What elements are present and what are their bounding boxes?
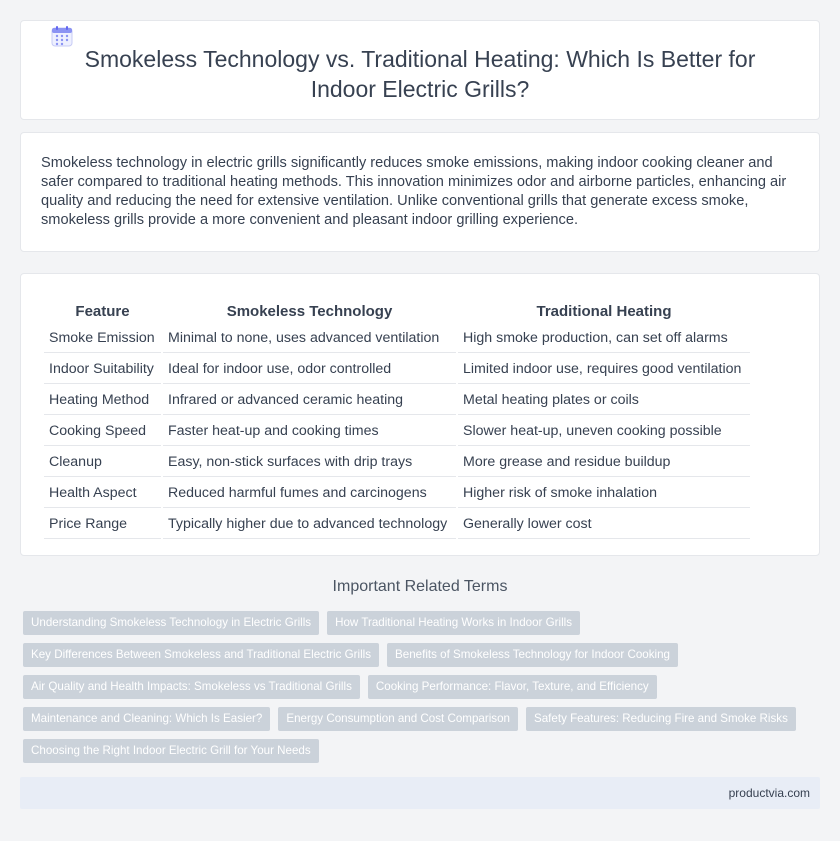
related-term-tag[interactable]: Benefits of Smokeless Technology for Indoor Cooking bbox=[387, 643, 678, 667]
comparison-table-card bbox=[20, 273, 820, 556]
table-cell-traditional: Slower heat-up, uneven cooking possible bbox=[458, 417, 750, 446]
table-cell-feature: Health Aspect bbox=[44, 479, 161, 508]
table-cell-feature: Indoor Suitability bbox=[44, 355, 161, 384]
column-header-traditional: Traditional Heating bbox=[536, 303, 672, 320]
related-term-tag[interactable]: How Traditional Heating Works in Indoor Grills bbox=[327, 611, 580, 635]
related-term-tag[interactable]: Choosing the Right Indoor Electric Grill for Your Needs bbox=[23, 739, 319, 763]
table-cell-smokeless: Faster heat-up and cooking times bbox=[163, 417, 456, 446]
table-cell-feature: Price Range bbox=[44, 510, 161, 539]
table-row bbox=[44, 510, 750, 539]
table-row bbox=[44, 448, 750, 477]
table-cell-smokeless: Ideal for indoor use, odor controlled bbox=[163, 355, 456, 384]
related-term-tag[interactable]: Understanding Smokeless Technology in Electric Grills bbox=[23, 611, 319, 635]
table-header-row bbox=[44, 297, 750, 322]
table-cell-feature: Cooking Speed bbox=[44, 417, 161, 446]
tag-row bbox=[23, 675, 813, 707]
column-header-smokeless: Smokeless Technology bbox=[226, 303, 393, 320]
table-cell-traditional: High smoke production, can set off alarms bbox=[458, 324, 750, 353]
table-row bbox=[44, 386, 750, 415]
table-row bbox=[44, 355, 750, 384]
column-header-feature: Feature bbox=[75, 303, 130, 320]
page-title-line-2: Indoor Electric Grills? bbox=[310, 76, 530, 102]
table-row bbox=[44, 324, 750, 353]
intro-card bbox=[20, 132, 820, 252]
table-cell-smokeless: Typically higher due to advanced technology bbox=[163, 510, 456, 539]
tag-row bbox=[23, 611, 813, 643]
related-term-tag[interactable]: Air Quality and Health Impacts: Smokeless vs Traditional Grills bbox=[23, 675, 360, 699]
footer-bar bbox=[20, 777, 820, 809]
intro-paragraph: Smokeless technology in electric grills significantly reduces smoke emissions, making indoor cooking cleaner and safer compared to traditional heating methods. This innovation minimizes odor and airborne particles, enhancing air quality and reducing the need for extensive ventilation. Unlike conventional grills that generate excess smoke, smokeless grills provide a more convenient and pleasant indoor grilling experience. bbox=[41, 155, 787, 228]
tag-row bbox=[23, 643, 813, 675]
header-card bbox=[20, 20, 820, 120]
page-title-line-1: Smokeless Technology vs. Traditional Heating: Which Is Better for bbox=[84, 46, 756, 72]
table-cell-feature: Smoke Emission bbox=[44, 324, 161, 353]
table-row bbox=[44, 417, 750, 446]
table-cell-traditional: Limited indoor use, requires good ventilation bbox=[458, 355, 750, 384]
related-term-tag[interactable]: Key Differences Between Smokeless and Traditional Electric Grills bbox=[23, 643, 379, 667]
table-row bbox=[44, 479, 750, 508]
comparison-table bbox=[42, 295, 752, 541]
related-terms-heading: Important Related Terms bbox=[332, 578, 508, 595]
table-cell-smokeless: Easy, non-stick surfaces with drip trays bbox=[163, 448, 456, 477]
table-cell-feature: Heating Method bbox=[44, 386, 161, 415]
related-term-tag[interactable]: Energy Consumption and Cost Comparison bbox=[278, 707, 518, 731]
tag-row bbox=[23, 739, 813, 771]
table-cell-smokeless: Reduced harmful fumes and carcinogens bbox=[163, 479, 456, 508]
table-cell-smokeless: Infrared or advanced ceramic heating bbox=[163, 386, 456, 415]
table-cell-traditional: Generally lower cost bbox=[458, 510, 750, 539]
table-cell-feature: Cleanup bbox=[44, 448, 161, 477]
related-term-tag[interactable]: Maintenance and Cleaning: Which Is Easier? bbox=[23, 707, 270, 731]
related-term-tag[interactable]: Safety Features: Reducing Fire and Smoke Risks bbox=[526, 707, 796, 731]
table-cell-traditional: More grease and residue buildup bbox=[458, 448, 750, 477]
table-cell-traditional: Higher risk of smoke inhalation bbox=[458, 479, 750, 508]
table-cell-smokeless: Minimal to none, uses advanced ventilation bbox=[163, 324, 456, 353]
tag-row bbox=[23, 707, 813, 739]
related-term-tag[interactable]: Cooking Performance: Flavor, Texture, and Efficiency bbox=[368, 675, 657, 699]
related-terms-list bbox=[23, 611, 813, 771]
page-title bbox=[41, 44, 799, 104]
table-cell-traditional: Metal heating plates or coils bbox=[458, 386, 750, 415]
footer-source-link[interactable]: productvia.com bbox=[728, 786, 810, 800]
